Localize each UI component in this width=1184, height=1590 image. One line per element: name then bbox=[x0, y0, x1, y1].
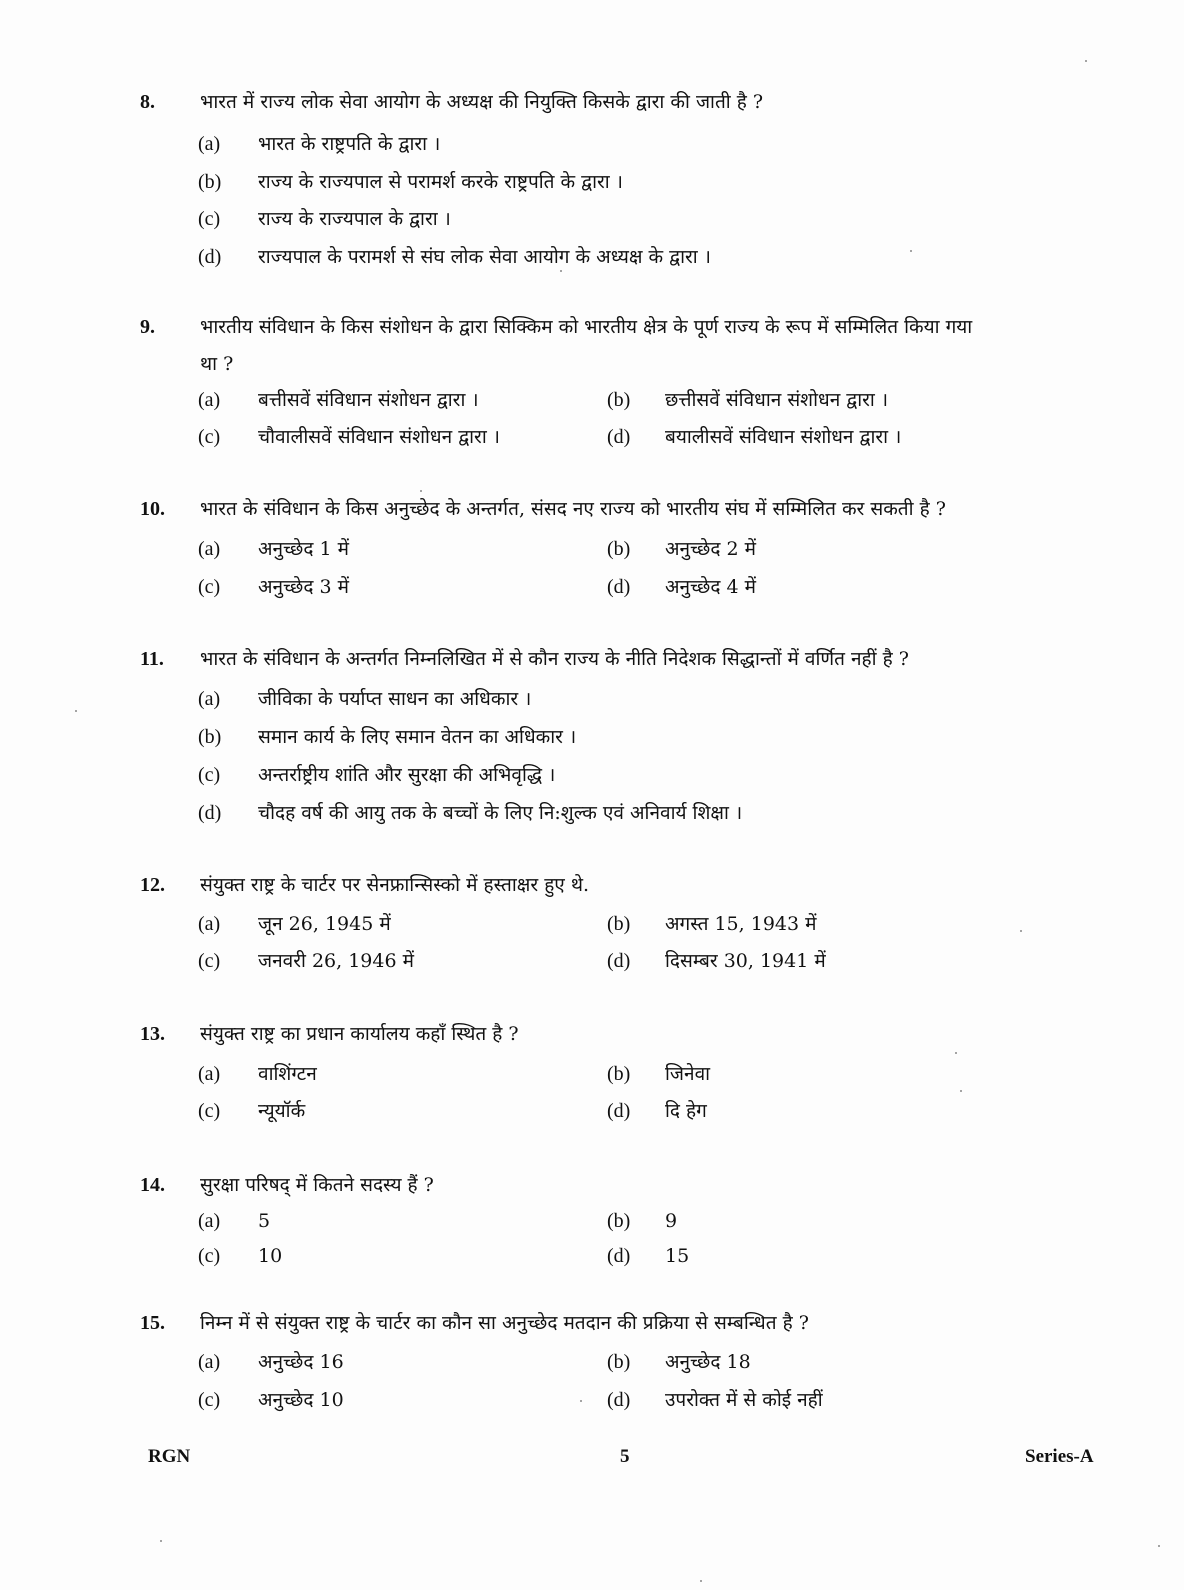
question-number: 15. bbox=[140, 1312, 165, 1334]
option-label: (c) bbox=[198, 1245, 221, 1267]
option-label: (b) bbox=[607, 1063, 631, 1085]
option-label: (d) bbox=[607, 950, 631, 972]
option-text: 15 bbox=[665, 1245, 690, 1267]
option-text: भारत के राष्ट्रपति के द्वारा । bbox=[258, 133, 441, 155]
question-number: 12. bbox=[140, 874, 165, 896]
question-text: सुरक्षा परिषद् में कितने सदस्य हैं ? bbox=[200, 1174, 434, 1196]
option-text: राज्यपाल के परामर्श से संघ लोक सेवा आयोग के अध्यक्ष के द्वारा । bbox=[258, 246, 711, 268]
option-label: (d) bbox=[607, 576, 631, 598]
option-text: दिसम्बर 30, 1941 में bbox=[665, 950, 826, 972]
option-label: (c) bbox=[198, 950, 221, 972]
option-label: (d) bbox=[607, 1389, 631, 1411]
scan-speck bbox=[955, 1052, 957, 1054]
option-text: न्यूयॉर्क bbox=[258, 1100, 306, 1122]
option-text: अनुच्छेद 18 bbox=[665, 1351, 751, 1373]
option-text: जनवरी 26, 1946 में bbox=[258, 950, 414, 972]
question-number: 13. bbox=[140, 1023, 165, 1045]
option-label: (b) bbox=[607, 913, 631, 935]
option-text: 10 bbox=[258, 1245, 283, 1267]
option-text: दि हेग bbox=[665, 1100, 707, 1122]
option-text: अनुच्छेद 10 bbox=[258, 1389, 344, 1411]
option-text: जून 26, 1945 में bbox=[258, 913, 391, 935]
option-text: बत्तीसवें संविधान संशोधन द्वारा । bbox=[258, 389, 479, 411]
option-label: (d) bbox=[198, 246, 222, 268]
option-label: (a) bbox=[198, 913, 221, 935]
question-text: निम्न में से संयुक्त राष्ट्र के चार्टर का कौन सा अनुच्छेद मतदान की प्रक्रिया से सम्बन्धित है ? bbox=[200, 1312, 809, 1334]
option-label: (b) bbox=[607, 389, 631, 411]
option-text: 9 bbox=[665, 1210, 678, 1232]
option-text: चौवालीसवें संविधान संशोधन द्वारा । bbox=[258, 426, 500, 448]
question-text: भारत के संविधान के किस अनुच्छेद के अन्तर्गत, संसद नए राज्य को भारतीय संघ में सम्मिलित कर सकती है ? bbox=[200, 498, 946, 520]
option-label: (a) bbox=[198, 389, 221, 411]
question-text: संयुक्त राष्ट्र के चार्टर पर सेनफ्रान्सिस्को में हस्ताक्षर हुए थे. bbox=[200, 874, 590, 896]
option-label: (b) bbox=[607, 1351, 631, 1373]
scan-speck bbox=[1085, 60, 1087, 62]
question-number: 9. bbox=[140, 316, 155, 338]
scan-speck bbox=[1158, 1545, 1160, 1547]
scan-speck bbox=[580, 1400, 582, 1402]
option-text: जिनेवा bbox=[665, 1063, 711, 1085]
option-text: अनुच्छेद 1 में bbox=[258, 538, 349, 560]
scan-speck bbox=[420, 490, 422, 492]
option-label: (c) bbox=[198, 208, 221, 230]
page-number: 5 bbox=[620, 1446, 630, 1467]
option-text: राज्य के राज्यपाल से परामर्श करके राष्ट्रपति के द्वारा । bbox=[258, 171, 623, 193]
option-text: अनुच्छेद 16 bbox=[258, 1351, 344, 1373]
option-text: चौदह वर्ष की आयु तक के बच्चों के लिए नि:शुल्क एवं अनिवार्य शिक्षा । bbox=[258, 802, 743, 824]
option-label: (c) bbox=[198, 764, 221, 786]
question-text: था ? bbox=[200, 353, 234, 375]
option-label: (a) bbox=[198, 1351, 221, 1373]
option-text: अनुच्छेद 2 में bbox=[665, 538, 756, 560]
option-label: (b) bbox=[198, 726, 222, 748]
option-text: जीविका के पर्याप्त साधन का अधिकार । bbox=[258, 688, 532, 710]
question-number: 10. bbox=[140, 498, 165, 520]
option-label: (c) bbox=[198, 426, 221, 448]
scan-speck bbox=[75, 710, 77, 712]
option-label: (b) bbox=[607, 1210, 631, 1232]
scan-speck bbox=[700, 1580, 702, 1582]
option-label: (d) bbox=[607, 1245, 631, 1267]
question-text: भारतीय संविधान के किस संशोधन के द्वारा सिक्किम को भारतीय क्षेत्र के पूर्ण राज्य के रूप में सम्मिलित किया गया bbox=[200, 316, 973, 338]
option-label: (c) bbox=[198, 576, 221, 598]
question-text: भारत के संविधान के अन्तर्गत निम्नलिखित में से कौन राज्य के नीति निदेशक सिद्धान्तों में वर्णित नहीं है ? bbox=[200, 648, 909, 670]
option-label: (a) bbox=[198, 1063, 221, 1085]
option-label: (d) bbox=[607, 426, 631, 448]
option-label: (a) bbox=[198, 538, 221, 560]
option-label: (c) bbox=[198, 1100, 221, 1122]
option-text: छत्तीसवें संविधान संशोधन द्वारा । bbox=[665, 389, 889, 411]
scan-speck bbox=[960, 1090, 962, 1092]
option-text: अन्तर्राष्ट्रीय शांति और सुरक्षा की अभिवृद्धि । bbox=[258, 764, 556, 786]
option-label: (d) bbox=[198, 802, 222, 824]
option-label: (c) bbox=[198, 1389, 221, 1411]
option-text: वाशिंग्टन bbox=[258, 1063, 317, 1085]
footer-code: RGN bbox=[148, 1446, 191, 1467]
option-text: अगस्त 15, 1943 में bbox=[665, 913, 817, 935]
scan-speck bbox=[1020, 930, 1022, 932]
option-text: अनुच्छेद 4 में bbox=[665, 576, 756, 598]
question-number: 14. bbox=[140, 1174, 165, 1196]
option-text: 5 bbox=[258, 1210, 271, 1232]
option-text: समान कार्य के लिए समान वेतन का अधिकार । bbox=[258, 726, 577, 748]
option-text: बयालीसवें संविधान संशोधन द्वारा । bbox=[665, 426, 902, 448]
option-text: अनुच्छेद 3 में bbox=[258, 576, 349, 598]
scan-speck bbox=[560, 270, 562, 272]
option-label: (b) bbox=[607, 538, 631, 560]
question-text: संयुक्त राष्ट्र का प्रधान कार्यालय कहाँ स्थित है ? bbox=[200, 1023, 519, 1045]
option-label: (b) bbox=[198, 171, 222, 193]
question-number: 11. bbox=[140, 648, 164, 670]
scan-speck bbox=[910, 250, 912, 252]
question-number: 8. bbox=[140, 91, 155, 113]
option-label: (a) bbox=[198, 688, 221, 710]
series-label: Series-A bbox=[1025, 1446, 1094, 1467]
option-text: राज्य के राज्यपाल के द्वारा । bbox=[258, 208, 451, 230]
option-label: (a) bbox=[198, 1210, 221, 1232]
option-label: (a) bbox=[198, 133, 221, 155]
question-text: भारत में राज्य लोक सेवा आयोग के अध्यक्ष की नियुक्ति किसके द्वारा की जाती है ? bbox=[200, 91, 764, 113]
scan-speck bbox=[160, 1540, 162, 1542]
option-label: (d) bbox=[607, 1100, 631, 1122]
option-text: उपरोक्त में से कोई नहीं bbox=[665, 1389, 823, 1411]
